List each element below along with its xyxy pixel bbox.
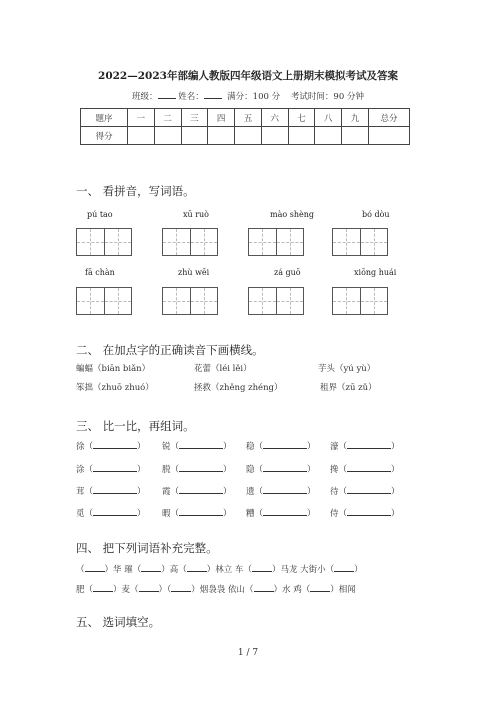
idiom-text: ）麦（ (113, 585, 139, 595)
writing-grid[interactable] (162, 228, 218, 256)
idiom-blank[interactable] (310, 582, 330, 592)
idiom-row (76, 562, 363, 575)
idiom-blank[interactable] (85, 562, 105, 572)
name-label: 姓名： (178, 92, 204, 102)
compare-blank[interactable] (347, 462, 391, 472)
compare-blank[interactable] (179, 439, 223, 449)
compare-item[interactable]: 脱（ ） (162, 462, 232, 475)
compare-item[interactable]: 侍（ ） (330, 506, 400, 519)
compare-char: 锐 (162, 442, 171, 452)
pronunciation-item[interactable]: 蝙蝠（biān biǎn） (76, 364, 151, 374)
idiom-blank[interactable] (141, 562, 161, 572)
compare-char: 稳 (246, 442, 255, 452)
section-4-heading: 四、 把下列词语补充完整。 (76, 541, 218, 555)
compare-item[interactable]: 隐（ ） (246, 462, 316, 475)
score-header-cell: 三 (181, 109, 208, 127)
pinyin-label: pú tao (87, 210, 113, 219)
score-cell[interactable] (261, 127, 288, 145)
writing-grid[interactable] (332, 228, 388, 256)
score-cell[interactable] (181, 127, 208, 145)
section-1-heading: 一、 看拼音，写词语。 (76, 184, 195, 198)
compare-char: 待 (330, 487, 339, 497)
idiom-blank[interactable] (187, 562, 207, 572)
score-label: 满分：100 分 (227, 92, 281, 102)
idiom-text: （ (76, 565, 85, 575)
class-blank (158, 90, 176, 99)
compare-char: 濠 (330, 442, 339, 452)
idiom-text: ）高（ (161, 565, 187, 575)
score-cell[interactable] (288, 127, 315, 145)
idiom-text: ）马龙 大街小（ (271, 565, 335, 575)
pinyin-label: zhù wēi (178, 268, 210, 277)
writing-grid[interactable] (76, 228, 132, 256)
compare-blank[interactable] (93, 462, 137, 472)
compare-char: 暇 (162, 509, 171, 519)
compare-item[interactable]: 锐（ ） (162, 439, 232, 452)
score-table-row (81, 127, 410, 145)
compare-blank[interactable] (93, 506, 137, 516)
idiom-text: ）水 鸡（ (273, 585, 311, 595)
page-number: 1 / 7 (237, 648, 259, 658)
score-header-cell: 七 (288, 109, 315, 127)
idiom-blank[interactable] (171, 582, 191, 592)
pronunciation-item[interactable]: 租界（zū zǔ） (320, 383, 377, 393)
compare-item[interactable]: 涂（ ） (76, 462, 146, 475)
score-cell[interactable] (342, 127, 369, 145)
writing-grid[interactable] (248, 287, 304, 315)
compare-char: 遗 (246, 487, 255, 497)
idiom-text: ） (354, 565, 363, 575)
compare-char: 涂 (76, 465, 85, 475)
score-cell[interactable] (315, 127, 342, 145)
pinyin-label: bó dòu (362, 210, 390, 219)
compare-item[interactable]: 茸（ ） (76, 484, 146, 497)
compare-blank[interactable] (263, 506, 307, 516)
pronunciation-item[interactable]: 拯救（zhěng zhéng） (194, 383, 283, 393)
compare-item[interactable]: 徐（ ） (76, 439, 146, 452)
score-header-cell: 总分 (369, 109, 410, 127)
compare-blank[interactable] (179, 506, 223, 516)
score-cell[interactable] (208, 127, 235, 145)
section-2-heading: 二、 在加点字的正确读音下画横线。 (76, 343, 264, 357)
score-header-cell: 一 (128, 109, 155, 127)
compare-item[interactable]: 糟（ ） (246, 506, 316, 519)
pinyin-label: mào shèng (270, 210, 314, 219)
compare-char: 隐 (246, 465, 255, 475)
page-title: 2022—2023年部编人教版四年级语文上册期末模拟考试及答案 (98, 70, 398, 82)
compare-item[interactable]: 遗（ ） (246, 484, 316, 497)
compare-blank[interactable] (93, 484, 137, 494)
score-header-cell: 六 (261, 109, 288, 127)
compare-blank[interactable] (347, 484, 391, 494)
compare-char: 侍 (330, 509, 339, 519)
compare-char: 茸 (76, 487, 85, 497)
score-cell[interactable] (154, 127, 181, 145)
idiom-blank[interactable] (139, 582, 159, 592)
score-header-cell: 四 (208, 109, 235, 127)
compare-item[interactable]: 搀（ ） (330, 462, 400, 475)
compare-char: 霞 (162, 487, 171, 497)
section-5-heading: 五、 选词填空。 (76, 615, 161, 629)
idiom-text: 肥（ (76, 585, 94, 595)
score-cell[interactable] (235, 127, 262, 145)
idiom-text: ）华 璀（ (104, 565, 142, 575)
idiom-blank[interactable] (334, 562, 354, 572)
compare-char: 觅 (76, 509, 85, 519)
score-cell[interactable] (369, 127, 410, 145)
idiom-text: ）（ (158, 585, 172, 595)
compare-blank[interactable] (347, 506, 391, 516)
score-header-cell: 题序 (81, 109, 128, 127)
compare-blank[interactable] (347, 439, 391, 449)
score-header-cell: 九 (342, 109, 369, 127)
writing-grid[interactable] (76, 287, 132, 315)
pinyin-label: xiōng huái (354, 268, 397, 277)
compare-blank[interactable] (263, 484, 307, 494)
compare-item[interactable]: 觅（ ） (76, 506, 146, 519)
writing-grid[interactable] (332, 287, 388, 315)
compare-item[interactable]: 濠（ ） (330, 439, 400, 452)
score-cell[interactable] (128, 127, 155, 145)
idiom-text: ）烟袅袅 依山（ (191, 585, 254, 595)
pronunciation-item[interactable]: 笨拙（zhuō zhuó） (76, 383, 154, 393)
compare-char: 糟 (246, 509, 255, 519)
compare-blank[interactable] (263, 462, 307, 472)
writing-grid[interactable] (248, 228, 304, 256)
idiom-blank[interactable] (93, 582, 113, 592)
score-table-header-row (81, 109, 410, 127)
score-row-label: 得分 (81, 127, 128, 145)
idiom-blank[interactable] (252, 562, 272, 572)
compare-blank[interactable] (93, 439, 137, 449)
score-header-cell: 八 (315, 109, 342, 127)
class-label: 班级： (132, 92, 158, 102)
pinyin-label: xū ruò (183, 210, 209, 219)
compare-char: 搀 (330, 465, 339, 475)
section-3-heading: 三、 比一比，再组词。 (76, 419, 195, 433)
writing-grid[interactable] (162, 287, 218, 315)
compare-blank[interactable] (179, 484, 223, 494)
exam-info (0, 90, 496, 102)
pinyin-label: zá guō (274, 268, 301, 277)
idiom-text: ）林立 车（ (206, 565, 252, 575)
compare-char: 徐 (76, 442, 85, 452)
compare-char: 脱 (162, 465, 171, 475)
name-blank (204, 90, 222, 99)
pronunciation-item[interactable]: 花蕾（léi lěi） (194, 364, 252, 374)
compare-item[interactable]: 暇（ ） (162, 506, 232, 519)
idiom-text: ）相闻 (330, 585, 356, 595)
idiom-blank[interactable] (254, 582, 274, 592)
compare-blank[interactable] (263, 439, 307, 449)
idiom-row (76, 582, 356, 595)
score-header-cell: 二 (154, 109, 181, 127)
pronunciation-item[interactable]: 芋头（yú yù） (318, 364, 376, 374)
compare-item[interactable]: 待（ ） (330, 484, 400, 497)
score-header-cell: 五 (235, 109, 262, 127)
compare-item[interactable]: 稳（ ） (246, 439, 316, 452)
compare-item[interactable]: 霞（ ） (162, 484, 232, 497)
compare-blank[interactable] (179, 462, 223, 472)
score-table (80, 108, 410, 145)
time-label: 考试时间：90 分钟 (290, 92, 364, 102)
pinyin-label: fā chàn (85, 268, 115, 277)
